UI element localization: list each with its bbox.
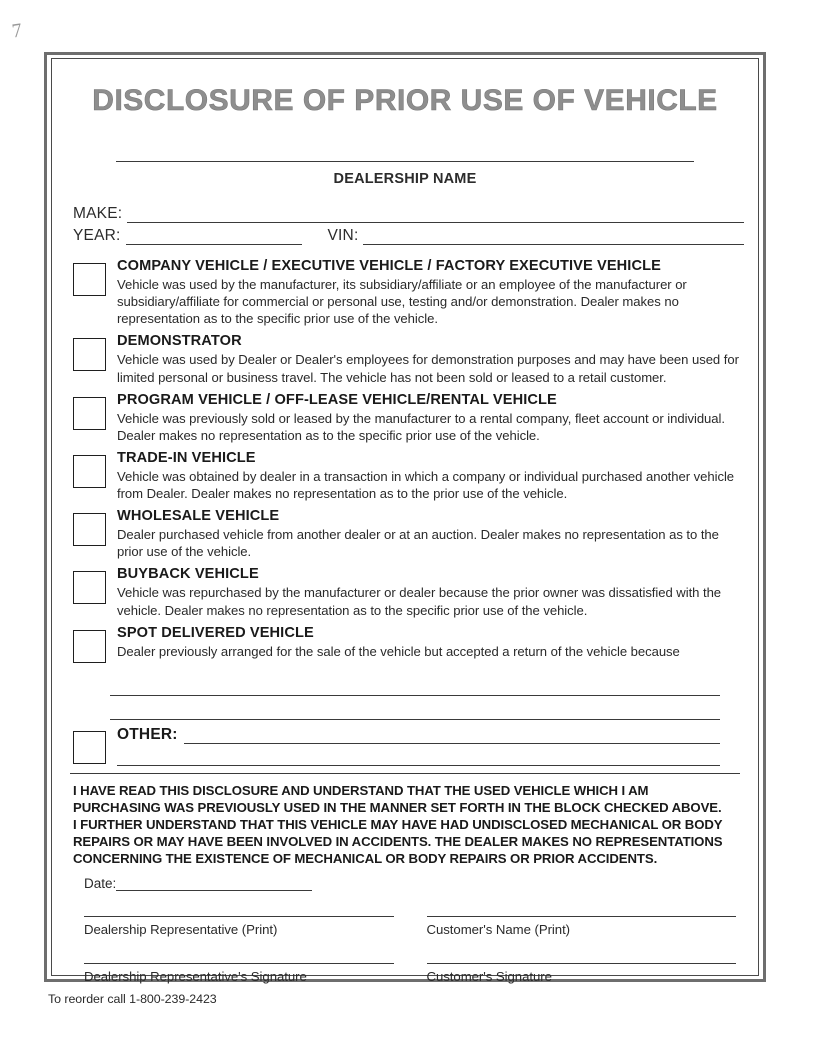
checkbox-item-buyback-vehicle[interactable]: [66, 566, 744, 618]
prior-use-checkbox-list: [66, 258, 744, 766]
make-input-line[interactable]: [127, 209, 744, 223]
vin-input-line[interactable]: [363, 231, 744, 245]
dealership-rep-print-line[interactable]: [84, 916, 394, 917]
checkbox-item-title: PROGRAM VEHICLE / OFF-LEASE VEHICLE/RENTAL VEHICLE: [117, 391, 557, 408]
checkbox-item-description: Vehicle was used by Dealer or Dealer's employees for demonstration purposes and may have been used for limited personal or business travel. The vehicle has not been sold or leased to a retail customer.: [117, 352, 739, 385]
other-body: [106, 726, 744, 766]
signature-row-print-names: [66, 916, 744, 937]
year-label: YEAR:: [73, 227, 121, 244]
form-outer-frame: [44, 52, 766, 985]
signature-row-signatures: [66, 963, 744, 984]
checkbox-icon[interactable]: [73, 630, 106, 663]
dealership-rep-signature-line[interactable]: [84, 963, 394, 964]
reason-input-line-2[interactable]: [110, 696, 720, 720]
dealership-name-block: [66, 161, 744, 187]
year-vin-field-row: [73, 227, 744, 245]
customer-signature-line[interactable]: [427, 963, 737, 964]
checkbox-item-body: [106, 566, 744, 618]
date-input-line[interactable]: [116, 877, 312, 891]
dealership-rep-signature-caption: Dealership Representative's Signature: [84, 969, 307, 985]
handwritten-page-mark: 7: [10, 19, 24, 43]
dealership-name-line[interactable]: [116, 161, 694, 162]
year-input-line[interactable]: [126, 231, 302, 245]
customer-name-print-line[interactable]: [427, 916, 737, 917]
checkbox-item-description: Vehicle was repurchased by the manufacturer or dealer because the prior owner was dissatisfied with the vehicle. Dealer makes no representation as to the specific prior use of the vehicle.: [117, 585, 722, 618]
checkbox-item-title: SPOT DELIVERED VEHICLE: [117, 624, 314, 641]
checkbox-item-body: [106, 392, 744, 444]
checkbox-item-title: DEMONSTRATOR: [117, 333, 242, 350]
checkbox-item-description: Dealer previously arranged for the sale of the vehicle but accepted a return of the vehicle because: [117, 643, 680, 659]
checkbox-icon[interactable]: [73, 513, 106, 546]
checkbox-item-program-vehicle[interactable]: [66, 392, 744, 444]
checkbox-item-description: Vehicle was previously sold or leased by the manufacturer to a rental company, fleet account or individual. Dealer makes no representation as to the specific prior use of the vehicle.: [117, 410, 725, 443]
dealership-rep-print-caption: Dealership Representative (Print): [84, 922, 278, 938]
other-input-line-1[interactable]: [184, 728, 720, 744]
acknowledgment-divider: [70, 773, 740, 774]
other-top-row: [117, 726, 720, 744]
checkbox-item-body: [106, 258, 744, 327]
checkbox-item-description: Dealer purchased vehicle from another dealer or at an auction. Dealer makes no representation as to the prior use of the vehicle.: [117, 527, 719, 560]
checkbox-item-demonstrator[interactable]: [66, 333, 744, 385]
customer-name-print-caption: Customer's Name (Print): [426, 922, 571, 938]
dealership-rep-print-field: [84, 916, 394, 937]
checkbox-icon[interactable]: [73, 455, 106, 488]
vehicle-fields-block: [66, 205, 744, 245]
checkbox-item-title: BUYBACK VEHICLE: [117, 566, 259, 583]
date-field-row: [66, 876, 744, 891]
checkbox-item-trade-in-vehicle[interactable]: [66, 450, 744, 502]
page-title: DISCLOSURE OF PRIOR USE OF VEHICLE: [92, 84, 718, 117]
checkbox-item-body: [106, 625, 744, 660]
dealership-rep-signature-field: [84, 963, 394, 984]
reorder-footer: To reorder call 1-800-239-2423: [48, 992, 217, 1006]
checkbox-item-title: TRADE-IN VEHICLE: [117, 449, 256, 466]
date-label: Date:: [84, 876, 117, 892]
checkbox-item-title: WHOLESALE VEHICLE: [117, 508, 280, 525]
acknowledgment-line: I FURTHER UNDERSTAND THAT THIS VEHICLE MAY HAVE HAD UNDISCLOSED MECHANICAL OR BODY: [73, 816, 723, 832]
checkbox-item-body: [106, 450, 744, 502]
checkbox-item-body: [106, 333, 744, 385]
acknowledgment-line: CONCERNING THE EXISTENCE OF MECHANICAL OR BODY REPAIRS OR PRIOR ACCIDENTS.: [73, 851, 658, 867]
form-content: [52, 59, 758, 985]
checkbox-item-description: Vehicle was obtained by dealer in a transaction in which a company or individual purchased another vehicle from Dealer. Dealer makes no representation as to the prior use of the vehicle.: [117, 468, 735, 501]
checkbox-item-wholesale-vehicle[interactable]: [66, 508, 744, 560]
acknowledgment-line: PURCHASING WAS PREVIOUSLY USED IN THE MANNER SET FORTH IN THE BLOCK CHECKED ABOVE.: [73, 799, 722, 815]
checkbox-item-title: COMPANY VEHICLE / EXECUTIVE VEHICLE / FACTORY EXECUTIVE VEHICLE: [117, 258, 661, 274]
customer-name-print-field: [427, 916, 737, 937]
other-label: OTHER:: [117, 725, 178, 743]
make-label: MAKE:: [73, 205, 123, 222]
make-field-row: [73, 205, 744, 223]
checkbox-icon[interactable]: [73, 397, 106, 430]
acknowledgment-text: [66, 782, 744, 868]
checkbox-icon[interactable]: [73, 338, 106, 371]
checkbox-icon[interactable]: [73, 263, 106, 296]
checkbox-item-company-vehicle[interactable]: [66, 258, 744, 327]
form-inner-frame: [51, 58, 759, 985]
other-input-line-2[interactable]: [117, 744, 720, 766]
checkbox-icon[interactable]: [73, 571, 106, 604]
customer-signature-field: [427, 963, 737, 984]
checkbox-item-other[interactable]: [66, 726, 744, 766]
checkbox-item-spot-delivered-vehicle[interactable]: [66, 625, 744, 663]
checkbox-item-description: Vehicle was used by the manufacturer, its subsidiary/affiliate or an employee of the manufacturer or subsidiary/affiliate for commercial or personal use, testing and/or demonstration. Dealer makes no representation as to the specific prior use of the vehicle.: [117, 277, 687, 327]
acknowledgment-line: I HAVE READ THIS DISCLOSURE AND UNDERSTAND THAT THE USED VEHICLE WHICH I AM: [73, 782, 649, 798]
vin-label: VIN:: [327, 227, 359, 244]
acknowledgment-line: REPAIRS OR MAY HAVE BEEN INVOLVED IN ACCIDENTS. THE DEALER MAKES NO REPRESENTATIONS: [73, 833, 723, 849]
checkbox-item-body: [106, 508, 744, 560]
checkbox-icon[interactable]: [73, 731, 106, 764]
spot-delivered-reason-lines: [110, 672, 744, 720]
customer-signature-caption: Customer's Signature: [426, 969, 552, 985]
dealership-name-label: DEALERSHIP NAME: [333, 171, 477, 187]
reason-input-line-1[interactable]: [110, 672, 720, 696]
